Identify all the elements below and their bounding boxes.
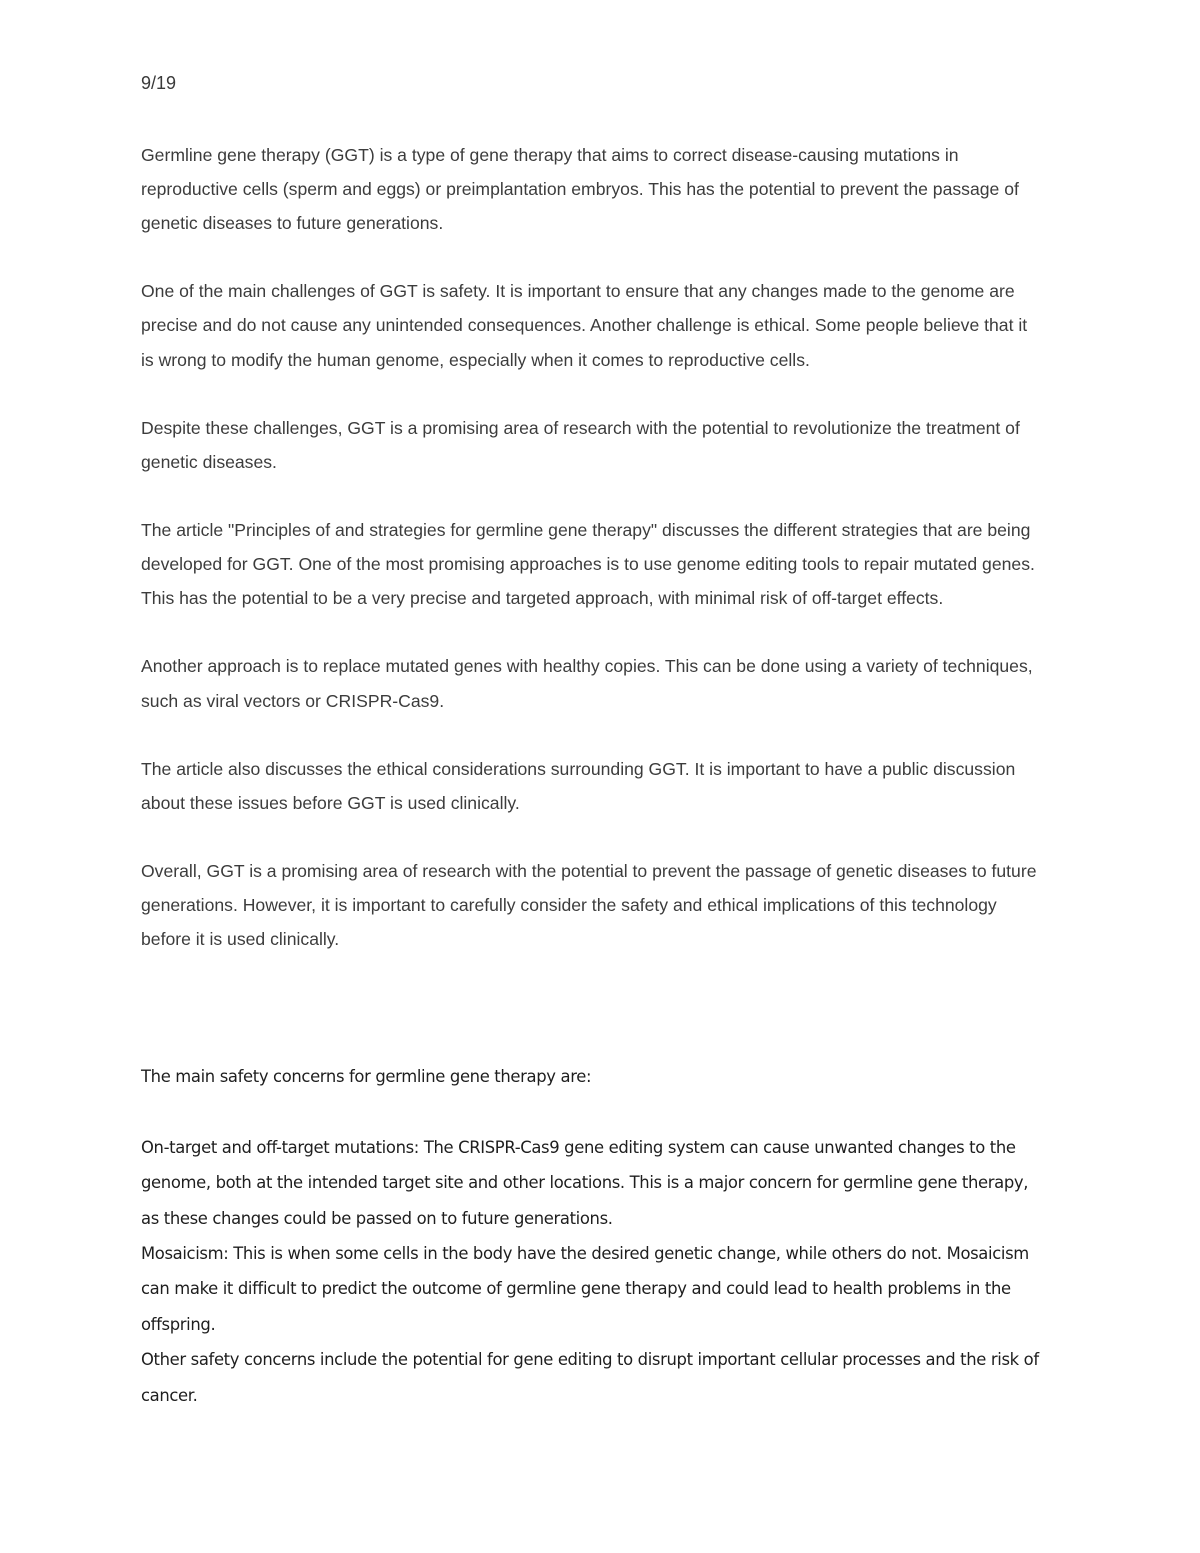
safety-concerns-section xyxy=(141,1059,1041,1413)
paragraph-strategies: The article "Principles of and strategies for germline gene therapy" discusses the different strategies that are being developed for GGT. One of the most promising approaches is to use genome editing tools to repair mutated genes. This has the potential to be a very precise and targeted approach, with minimal risk of off-target effects. xyxy=(141,520,1035,609)
safety-item-other: Other safety concerns include the potential for gene editing to disrupt important cellular processes and the risk of cancer. xyxy=(141,1350,1039,1405)
safety-intro: The main safety concerns for germline gene therapy are: xyxy=(141,1067,592,1086)
safety-item-mosaicism: Mosaicism: This is when some cells in the body have the desired genetic change, while others do not. Mosaicism can make it difficult to predict the outcome of germline gene therapy and could lead to health problems in the offspring. xyxy=(141,1244,1029,1334)
paragraph-ethics: The article also discusses the ethical considerations surrounding GGT. It is important to have a public discussion about these issues before GGT is used clinically. xyxy=(141,758,1016,813)
paragraph-overall: Overall, GGT is a promising area of research with the potential to prevent the passage of genetic diseases to future generations. However, it is important to carefully consider the safety and ethical implications of this technology before it is used clinically. xyxy=(141,860,1037,950)
paragraph-ggt-definition: Germline gene therapy (GGT) is a type of gene therapy that aims to correct disease-causing mutations in reproductive cells (sperm and eggs) or preimplantation embryos. This has the potential to prevent the passage of genetic diseases to future generations. xyxy=(141,145,1019,234)
paragraph-promise: Despite these challenges, GGT is a promising area of research with the potential to revolutionize the treatment of genetic diseases. xyxy=(141,417,1020,472)
paragraph-challenges: One of the main challenges of GGT is safety. It is important to ensure that any changes made to the genome are precise and do not cause any unintended consequences. Another challenge is ethical. Some people believe that it is wrong to modify the human genome, especially when it comes to reproductive cells. xyxy=(141,281,1028,370)
body-text xyxy=(141,138,1041,990)
safety-item-off-target: On-target and off-target mutations: The CRISPR-Cas9 gene editing system can cause unwanted changes to the genome, both at the intended target site and other locations. This is a major concern for germline gene therapy, as these changes could be passed on to future generations. xyxy=(141,1137,1029,1228)
page-number: 9/19 xyxy=(141,73,177,93)
spacer xyxy=(141,1094,1041,1129)
paragraph-gene-replacement: Another approach is to replace mutated genes with healthy copies. This can be done using a variety of techniques, such as viral vectors or CRISPR-Cas9. xyxy=(141,656,1033,711)
